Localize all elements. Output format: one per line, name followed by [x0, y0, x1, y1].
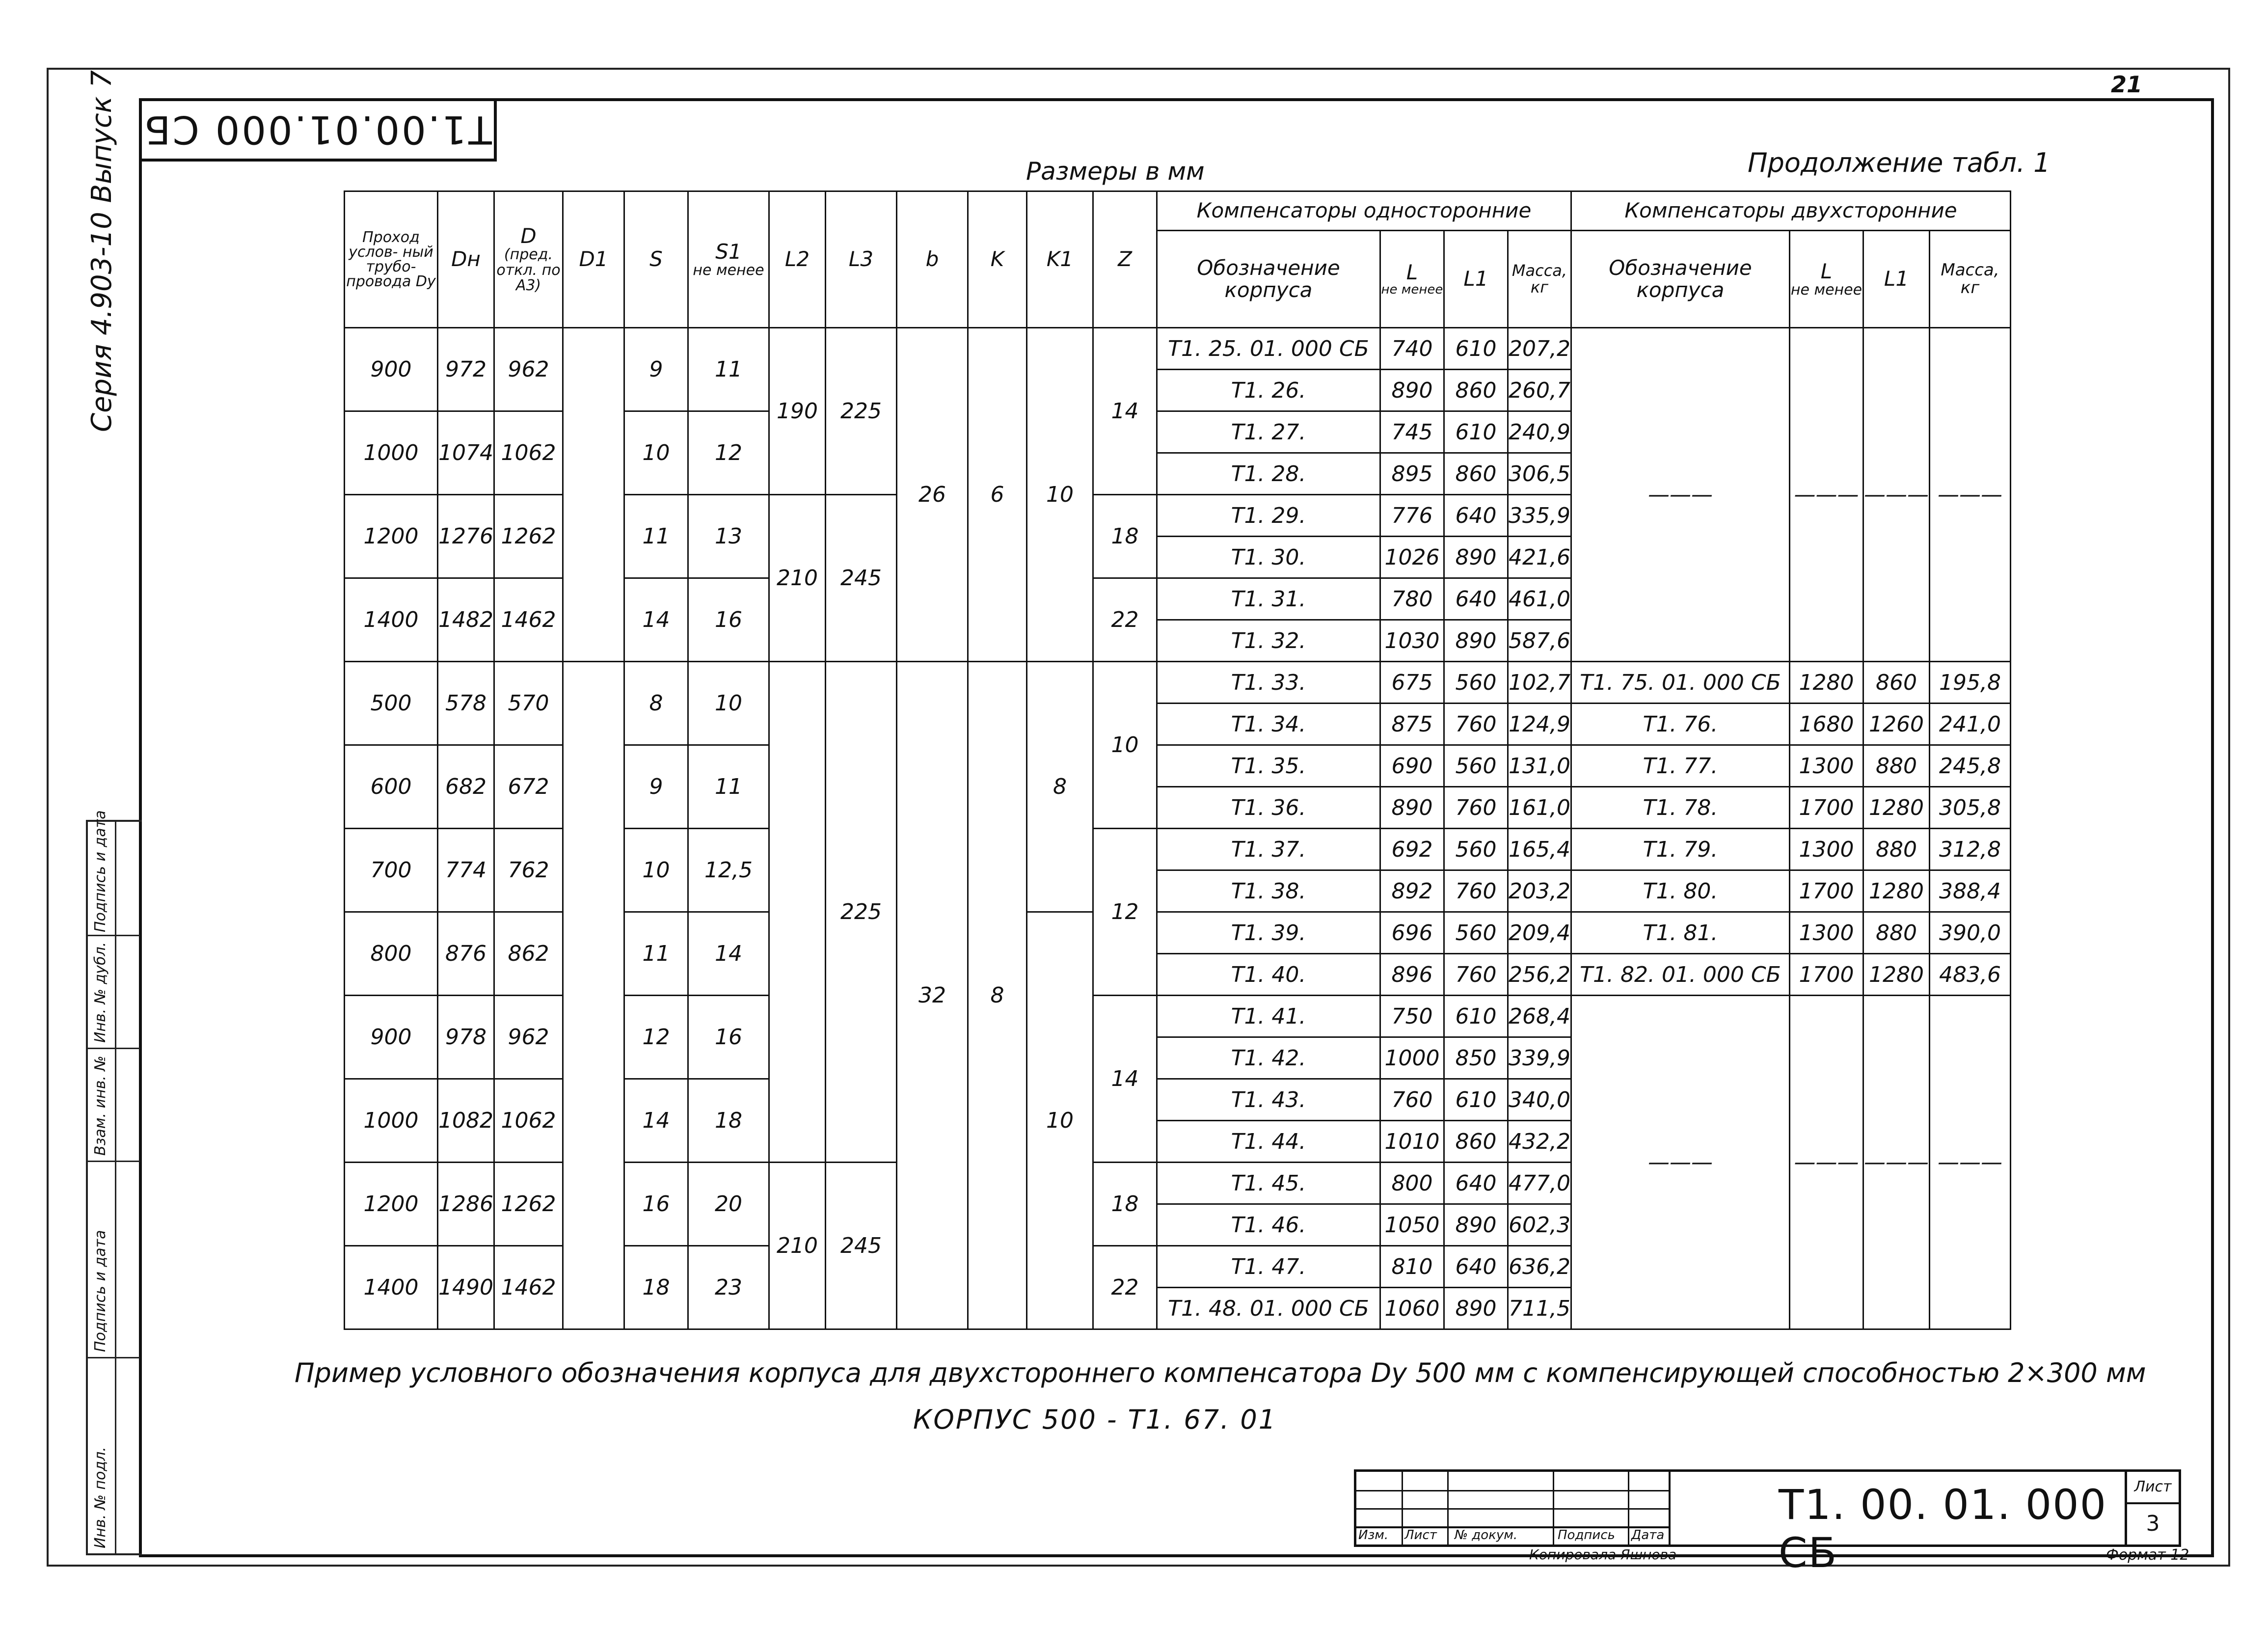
cell-l: 890: [1380, 370, 1444, 411]
cell-l1: 760: [1444, 704, 1508, 745]
cell-dy: 1200: [345, 495, 438, 578]
cell-z: 22: [1093, 578, 1157, 662]
cell-mass: 636,2: [1508, 1246, 1571, 1288]
header-s1-sub: не менее: [693, 261, 764, 279]
cell-b: 26: [896, 328, 968, 662]
cell-l1: 760: [1444, 787, 1508, 829]
cell-l: 896: [1380, 954, 1444, 996]
cell-dn: 1074: [438, 411, 494, 495]
cell-l1-2: 860: [1863, 662, 1929, 704]
header-s: S: [624, 191, 688, 328]
cell-l1: 560: [1444, 662, 1508, 704]
cell-designation: Т1. 29.: [1157, 495, 1380, 537]
cell-l1-2: 1280: [1863, 870, 1929, 912]
cell-s1: 14: [688, 912, 769, 996]
cell-designation: Т1. 40.: [1157, 954, 1380, 996]
cell-k: 6: [968, 328, 1026, 662]
cell-s: 18: [624, 1246, 688, 1329]
cell-mass-2: 483,6: [1929, 954, 2010, 996]
cell-designation-2: Т1. 78.: [1571, 787, 1789, 829]
cell-z: 18: [1093, 1163, 1157, 1246]
cell-s: 9: [624, 328, 688, 411]
cell-designation: Т1. 32.: [1157, 620, 1380, 662]
cell-mass-2: 245,8: [1929, 745, 2010, 787]
cell-mass-2: 388,4: [1929, 870, 2010, 912]
cell-designation: Т1. 47.: [1157, 1246, 1380, 1288]
header-l-2: [1789, 231, 1863, 328]
cell-l1: 890: [1444, 1204, 1508, 1246]
cell-dash: ———: [1863, 996, 1929, 1329]
side-label-inv-dubl: Инв. № дубл.: [92, 942, 109, 1043]
col-date: Дата: [1631, 1528, 1665, 1543]
cell-l: 1010: [1380, 1121, 1444, 1163]
cell-s1: 18: [688, 1079, 769, 1163]
header-l-1-label: L: [1406, 260, 1418, 284]
cell-dy: 600: [345, 745, 438, 829]
cell-mass: 306,5: [1508, 453, 1571, 495]
cell-k1: 10: [1026, 912, 1093, 1329]
cell-mass: 461,0: [1508, 578, 1571, 620]
cell-l: 1050: [1380, 1204, 1444, 1246]
cell-l: 776: [1380, 495, 1444, 537]
cell-designation: Т1. 46.: [1157, 1204, 1380, 1246]
cell-l: 890: [1380, 787, 1444, 829]
header-dy: Проход услов- ный трубо- провода Dy: [345, 191, 438, 328]
header-d-label: D: [520, 224, 537, 248]
cell-dash: ———: [1929, 996, 2010, 1329]
cell-s: 14: [624, 1079, 688, 1163]
cell-d: 1262: [494, 1163, 563, 1246]
cell-l: 1026: [1380, 537, 1444, 578]
cell-l1: 860: [1444, 370, 1508, 411]
cell-l: 740: [1380, 328, 1444, 370]
cell-k1: 10: [1026, 328, 1093, 662]
cell-dn: 978: [438, 996, 494, 1079]
cell-s: 10: [624, 411, 688, 495]
header-mass-1: Масса, кг: [1508, 231, 1571, 328]
cell-designation: Т1. 41.: [1157, 996, 1380, 1037]
top-stamp-text: Т1.00.01.000 СБ: [142, 107, 492, 151]
cell-l1: 890: [1444, 1288, 1508, 1329]
cell-l-2: 1300: [1789, 745, 1863, 787]
cell-s1: 11: [688, 745, 769, 829]
cell-l1: 860: [1444, 1121, 1508, 1163]
cell-d1-empty: [563, 662, 624, 1329]
header-designation-1: Обозначение корпуса: [1157, 231, 1380, 328]
cell-l2-empty: [769, 662, 825, 1163]
header-d: [494, 191, 563, 328]
header-s1: [688, 191, 769, 328]
cell-mass: 340,0: [1508, 1079, 1571, 1121]
cell-designation-2: Т1. 81.: [1571, 912, 1789, 954]
header-b: b: [896, 191, 968, 328]
cell-designation: Т1. 39.: [1157, 912, 1380, 954]
cell-dy: 1200: [345, 1163, 438, 1246]
cell-designation-2: Т1. 75. 01. 000 СБ: [1571, 662, 1789, 704]
cell-dn: 1482: [438, 578, 494, 662]
cell-dn: 1286: [438, 1163, 494, 1246]
side-label-vzam: Взам. инв. №: [92, 1056, 109, 1156]
cell-d: 1462: [494, 1246, 563, 1329]
cell-l1: 890: [1444, 537, 1508, 578]
cell-dy: 700: [345, 829, 438, 912]
cell-s1: 12: [688, 411, 769, 495]
header-mass-2: Масса, кг: [1929, 231, 2010, 328]
cell-l: 1030: [1380, 620, 1444, 662]
cell-l3: 225: [825, 662, 896, 1163]
cell-z: 22: [1093, 1246, 1157, 1329]
sizes-label: Размеры в мм: [1026, 157, 1205, 186]
cell-dash: ———: [1929, 328, 2010, 662]
cell-z: 14: [1093, 996, 1157, 1163]
cell-mass: 203,2: [1508, 870, 1571, 912]
cell-l: 892: [1380, 870, 1444, 912]
cell-l-2: 1700: [1789, 787, 1863, 829]
cell-d1-empty: [563, 328, 624, 662]
sheet-label: Лист: [2127, 1472, 2179, 1504]
cell-mass: 124,9: [1508, 704, 1571, 745]
header-k1: K1: [1026, 191, 1093, 328]
cell-s: 14: [624, 578, 688, 662]
header-one-sided: Компенсаторы односторонние: [1157, 191, 1571, 231]
cell-l1: 610: [1444, 1079, 1508, 1121]
cell-z: 10: [1093, 662, 1157, 829]
cell-mass: 711,5: [1508, 1288, 1571, 1329]
cell-mass: 268,4: [1508, 996, 1571, 1037]
cell-l1-2: 880: [1863, 912, 1929, 954]
series-label: Серия 4.903-10 Выпуск 7: [86, 70, 118, 432]
cell-l2: 210: [769, 1163, 825, 1329]
top-stamp: [140, 100, 497, 162]
cell-designation: Т1. 28.: [1157, 453, 1380, 495]
header-l1-1: L1: [1444, 231, 1508, 328]
cell-z: 12: [1093, 829, 1157, 996]
col-izm: Изм.: [1358, 1528, 1389, 1543]
cell-s1: 12,5: [688, 829, 769, 912]
cell-l: 745: [1380, 411, 1444, 453]
cell-designation: Т1. 35.: [1157, 745, 1380, 787]
cell-l: 895: [1380, 453, 1444, 495]
cell-l: 875: [1380, 704, 1444, 745]
cell-designation: Т1. 33.: [1157, 662, 1380, 704]
cell-dy: 1000: [345, 1079, 438, 1163]
cell-dy: 1400: [345, 1246, 438, 1329]
cell-d: 570: [494, 662, 563, 745]
cell-designation-2: Т1. 79.: [1571, 829, 1789, 870]
cell-l1-2: 1280: [1863, 954, 1929, 996]
cell-designation: Т1. 30.: [1157, 537, 1380, 578]
cell-l: 696: [1380, 912, 1444, 954]
example-designation: КОРПУС 500 - Т1. 67. 01: [913, 1404, 1277, 1435]
cell-l1: 610: [1444, 996, 1508, 1037]
cell-mass: 260,7: [1508, 370, 1571, 411]
cell-dash: ———: [1571, 996, 1789, 1329]
cell-mass-2: 305,8: [1929, 787, 2010, 829]
cell-dash: ———: [1789, 328, 1863, 662]
cell-designation-2: Т1. 76.: [1571, 704, 1789, 745]
cell-mass: 602,3: [1508, 1204, 1571, 1246]
col-doc: № докум.: [1455, 1528, 1518, 1543]
cell-mass: 131,0: [1508, 745, 1571, 787]
cell-dn: 972: [438, 328, 494, 411]
side-stamp-column: [86, 810, 142, 1555]
cell-l: 690: [1380, 745, 1444, 787]
cell-s: 11: [624, 912, 688, 996]
cell-designation: Т1. 38.: [1157, 870, 1380, 912]
cell-l1: 640: [1444, 495, 1508, 537]
cell-l1: 850: [1444, 1037, 1508, 1079]
cell-l-2: 1680: [1789, 704, 1863, 745]
cell-designation: Т1. 43.: [1157, 1079, 1380, 1121]
cell-designation: Т1. 44.: [1157, 1121, 1380, 1163]
cell-dash: ———: [1863, 328, 1929, 662]
cell-l1: 560: [1444, 912, 1508, 954]
format-label: Формат 12: [2106, 1546, 2189, 1564]
cell-d: 1462: [494, 578, 563, 662]
cell-s: 16: [624, 1163, 688, 1246]
cell-l1: 610: [1444, 328, 1508, 370]
cell-mass-2: 390,0: [1929, 912, 2010, 954]
cell-l: 810: [1380, 1246, 1444, 1288]
cell-mass: 165,4: [1508, 829, 1571, 870]
cell-dn: 1276: [438, 495, 494, 578]
cell-z: 14: [1093, 328, 1157, 495]
header-l-2-sub: не менее: [1790, 281, 1862, 298]
cell-l-2: 1300: [1789, 829, 1863, 870]
cell-designation: Т1. 26.: [1157, 370, 1380, 411]
cell-designation-2: Т1. 77.: [1571, 745, 1789, 787]
cell-l1-2: 880: [1863, 745, 1929, 787]
sheet-box: [2125, 1472, 2179, 1544]
page-number: 21: [2111, 71, 2143, 98]
cell-mass: 421,6: [1508, 537, 1571, 578]
cell-mass: 207,2: [1508, 328, 1571, 370]
cell-s1: 11: [688, 328, 769, 411]
cell-s1: 13: [688, 495, 769, 578]
cell-l1-2: 880: [1863, 829, 1929, 870]
cell-l: 675: [1380, 662, 1444, 704]
copied-by: Копировала Яшнова: [1529, 1546, 1677, 1563]
cell-designation: Т1. 34.: [1157, 704, 1380, 745]
cell-k: 8: [968, 662, 1026, 1329]
cell-dn: 578: [438, 662, 494, 745]
cell-mass: 209,4: [1508, 912, 1571, 954]
cell-k1: 8: [1026, 662, 1093, 912]
cell-mass: 432,2: [1508, 1121, 1571, 1163]
cell-l-2: 1300: [1789, 912, 1863, 954]
side-label-podpis-2: Подпись и дата: [92, 810, 109, 932]
cell-l1: 760: [1444, 870, 1508, 912]
cell-dy: 800: [345, 912, 438, 996]
col-signature: Подпись: [1558, 1528, 1615, 1543]
col-list: Лист: [1404, 1528, 1437, 1543]
side-label-podpis-1: Подпись и дата: [92, 1230, 109, 1352]
cell-b: 32: [896, 662, 968, 1329]
cell-l1: 640: [1444, 1163, 1508, 1204]
cell-l: 760: [1380, 1079, 1444, 1121]
header-z: Z: [1093, 191, 1157, 328]
cell-d: 1062: [494, 411, 563, 495]
cell-mass: 335,9: [1508, 495, 1571, 537]
cell-s: 10: [624, 829, 688, 912]
cell-d: 1262: [494, 495, 563, 578]
cell-l1: 640: [1444, 578, 1508, 620]
cell-l1-2: 1260: [1863, 704, 1929, 745]
cell-l1: 640: [1444, 1246, 1508, 1288]
cell-s1: 10: [688, 662, 769, 745]
cell-dy: 1400: [345, 578, 438, 662]
cell-s1: 16: [688, 996, 769, 1079]
cell-s1: 16: [688, 578, 769, 662]
cell-dn: 682: [438, 745, 494, 829]
cell-dn: 1490: [438, 1246, 494, 1329]
header-k: K: [968, 191, 1026, 328]
header-l-2-label: L: [1820, 259, 1833, 283]
cell-d: 1062: [494, 1079, 563, 1163]
cell-l3: 225: [825, 328, 896, 495]
cell-d: 672: [494, 745, 563, 829]
header-l-1: [1380, 231, 1444, 328]
cell-mass: 240,9: [1508, 411, 1571, 453]
cell-dy: 900: [345, 328, 438, 411]
example-note: Пример условного обозначения корпуса для двухстороннего компенсатора Dу 500 мм с компенсирующей способностью 2×300 мм: [295, 1357, 2146, 1388]
cell-l: 750: [1380, 996, 1444, 1037]
cell-designation: Т1. 36.: [1157, 787, 1380, 829]
header-l-1-sub: не менее: [1381, 282, 1443, 297]
cell-d: 762: [494, 829, 563, 912]
cell-designation: Т1. 25. 01. 000 СБ: [1157, 328, 1380, 370]
cell-designation: Т1. 48. 01. 000 СБ: [1157, 1288, 1380, 1329]
cell-mass-2: 241,0: [1929, 704, 2010, 745]
sheet-number: 3: [2146, 1511, 2160, 1536]
cell-d: 862: [494, 912, 563, 996]
header-dn: Dн: [438, 191, 494, 328]
cell-dash: ———: [1789, 996, 1863, 1329]
cell-designation: Т1. 37.: [1157, 829, 1380, 870]
cell-l: 780: [1380, 578, 1444, 620]
cell-s1: 23: [688, 1246, 769, 1329]
cell-s: 11: [624, 495, 688, 578]
cell-dn: 1082: [438, 1079, 494, 1163]
side-label-inv-podl: Инв. № подл.: [92, 1447, 109, 1548]
cell-l1: 560: [1444, 745, 1508, 787]
cell-mass: 477,0: [1508, 1163, 1571, 1204]
cell-designation: Т1. 31.: [1157, 578, 1380, 620]
cell-l: 800: [1380, 1163, 1444, 1204]
cell-l1-2: 1280: [1863, 787, 1929, 829]
cell-l1: 610: [1444, 411, 1508, 453]
cell-designation: Т1. 42.: [1157, 1037, 1380, 1079]
cell-l2: 190: [769, 328, 825, 495]
cell-dash: ———: [1571, 328, 1789, 662]
cell-mass: 102,7: [1508, 662, 1571, 704]
cell-l-2: 1280: [1789, 662, 1863, 704]
cell-mass: 339,9: [1508, 1037, 1571, 1079]
cell-designation-2: Т1. 82. 01. 000 СБ: [1571, 954, 1789, 996]
compensator-table: [344, 190, 2011, 1330]
cell-s1: 20: [688, 1163, 769, 1246]
document-number: Т1. 00. 01. 000 СБ: [1779, 1481, 2107, 1577]
cell-s: 12: [624, 996, 688, 1079]
cell-l3: 245: [825, 1163, 896, 1329]
cell-designation: Т1. 45.: [1157, 1163, 1380, 1204]
cell-l: 1000: [1380, 1037, 1444, 1079]
cell-d: 962: [494, 328, 563, 411]
cell-designation-2: Т1. 80.: [1571, 870, 1789, 912]
header-two-sided: Компенсаторы двухсторонние: [1571, 191, 2010, 231]
cell-mass-2: 312,8: [1929, 829, 2010, 870]
header-l2: L2: [769, 191, 825, 328]
cell-mass: 587,6: [1508, 620, 1571, 662]
cell-d: 962: [494, 996, 563, 1079]
cell-dy: 1000: [345, 411, 438, 495]
header-d-sub: (пред. откл. по А3): [496, 246, 561, 295]
cell-mass: 161,0: [1508, 787, 1571, 829]
cell-l-2: 1700: [1789, 954, 1863, 996]
header-d1: D1: [563, 191, 624, 328]
cell-l1: 890: [1444, 620, 1508, 662]
cell-mass: 256,2: [1508, 954, 1571, 996]
cell-l3: 245: [825, 495, 896, 662]
cell-dy: 500: [345, 662, 438, 745]
cell-dn: 876: [438, 912, 494, 996]
cell-l2: 210: [769, 495, 825, 662]
continuation-label: Продолжение табл. 1: [1748, 147, 2051, 178]
cell-l1: 860: [1444, 453, 1508, 495]
cell-l1: 760: [1444, 954, 1508, 996]
cell-l-2: 1700: [1789, 870, 1863, 912]
cell-mass-2: 195,8: [1929, 662, 2010, 704]
cell-l: 1060: [1380, 1288, 1444, 1329]
cell-z: 18: [1093, 495, 1157, 578]
header-s1-label: S1: [715, 239, 742, 264]
header-l3: L3: [825, 191, 896, 328]
cell-dy: 900: [345, 996, 438, 1079]
cell-designation: Т1. 27.: [1157, 411, 1380, 453]
cell-l1: 560: [1444, 829, 1508, 870]
header-designation-2: Обозначение корпуса: [1571, 231, 1789, 328]
cell-dn: 774: [438, 829, 494, 912]
cell-s: 8: [624, 662, 688, 745]
cell-l: 692: [1380, 829, 1444, 870]
header-l1-2: L1: [1863, 231, 1929, 328]
cell-s: 9: [624, 745, 688, 829]
